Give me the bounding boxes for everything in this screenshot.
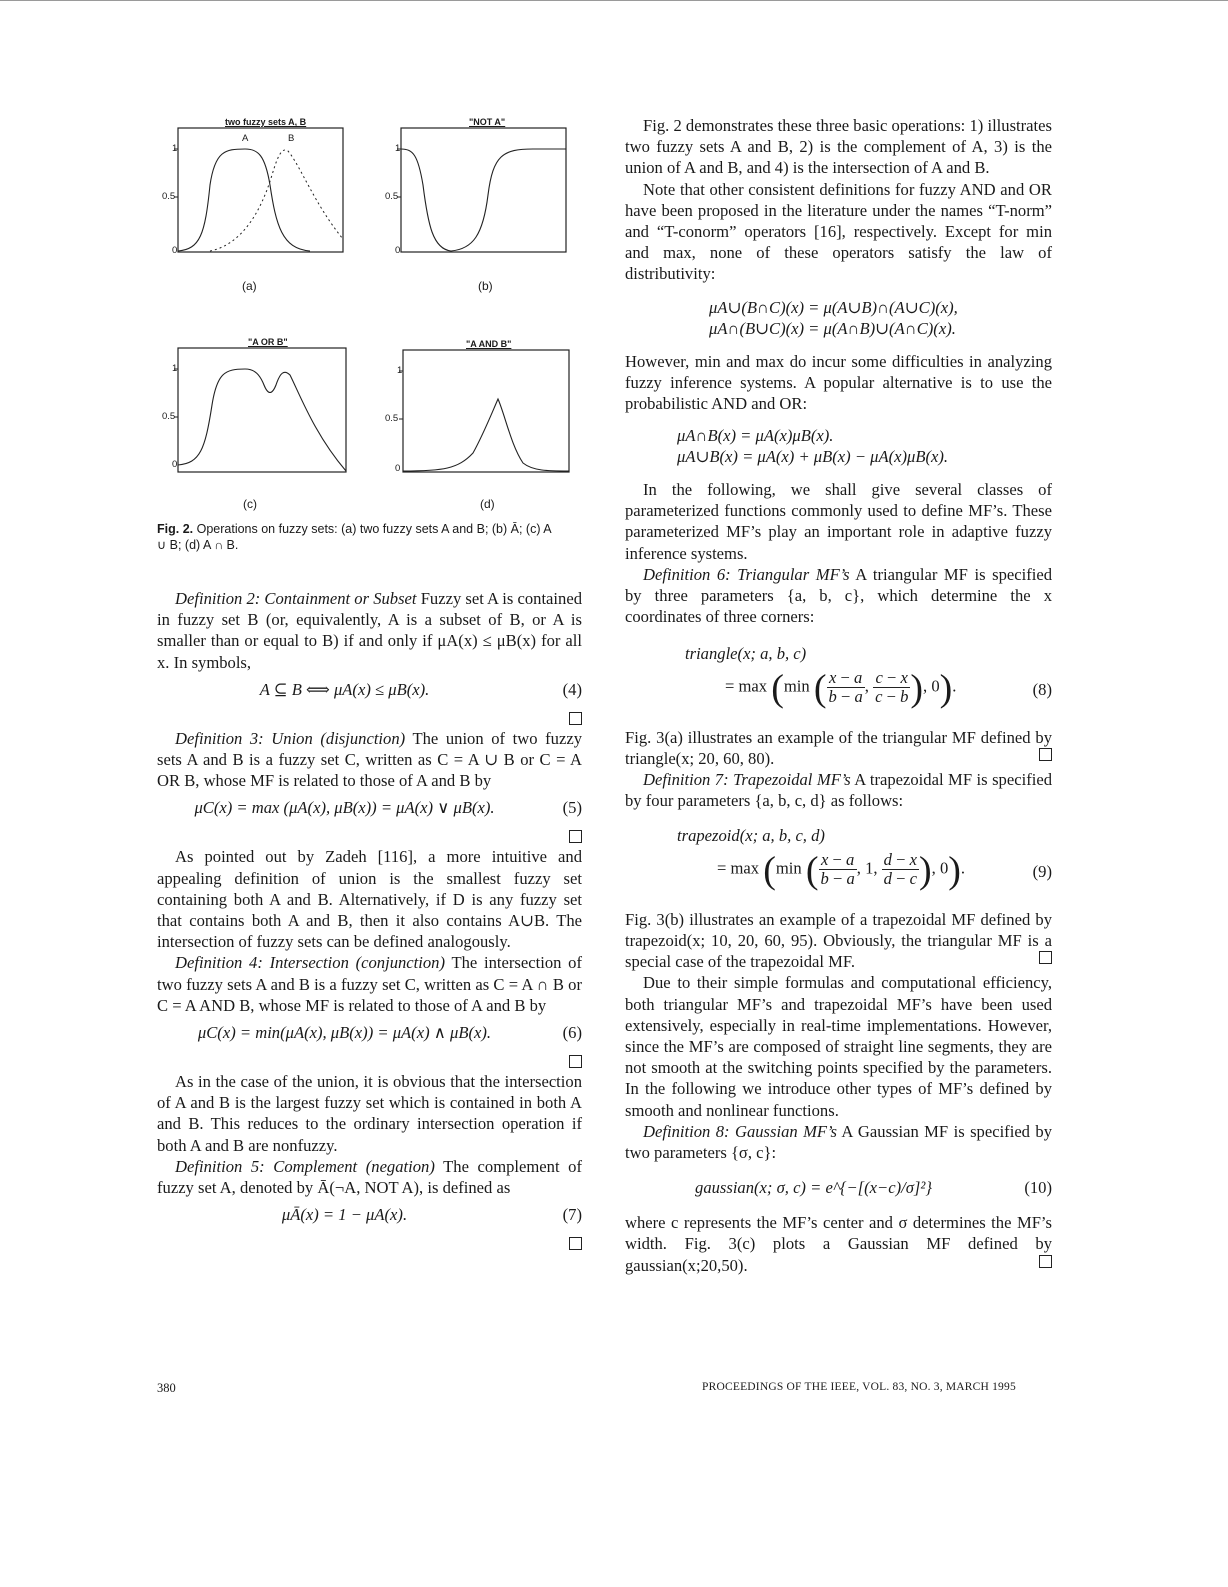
caption-text: Operations on fuzzy sets: (a) two fuzzy sets A and B; (b) Ā; (c) A ∪ B; (d) A ∩ B.: [157, 522, 551, 552]
definition-7: Definition 7: Trapezoidal MF’s A trapezoidal MF is specified by four parameters {a, b, c, d} as follows:: [625, 770, 1052, 811]
journal-footer: PROCEEDINGS OF THE IEEE, VOL. 83, NO. 3, MARCH 1995: [702, 1381, 1016, 1393]
plot-a-svg: [150, 115, 350, 295]
equation-8-head: triangle(x; a, b, c): [685, 644, 807, 664]
page-number: 380: [157, 1381, 176, 1395]
paragraph-union: As in the case of the union, it is obvious that the intersection of A and B is the largest fuzzy set which is contained in both A and B. This reduces to the ordinary intersection operation if both A and B are nonfuzzy.: [157, 1072, 582, 1155]
equation-9: = max (min ( $\frac{x - a}{b - a}$ , 1, $\frac{d - x}{d - c}$ ), 0). (9): [717, 849, 1052, 891]
paragraph-trapezoid-example: Fig. 3(b) illustrates an example of a trapezoidal MF defined by trapezoid(x; 10, 20, 60, 95). Obviously, the triangular MF is a special case of the trapezoidal MF.: [625, 909, 1052, 972]
equation-10: gaussian(x; σ, c) = e^{−[(x−c)/σ]²} (10): [695, 1178, 1052, 1198]
definition-3: Definition 3: Union (disjunction) The union of two fuzzy sets A and B is a fuzzy set C, written as C = A ∪ B or C = A OR B, whose MF is related to those of A and B by: [157, 728, 582, 791]
plot-a-ytick-1: 1: [172, 143, 178, 154]
plot-a-curve-a: A: [242, 133, 249, 144]
right-column: [625, 115, 1052, 1276]
left-column: [157, 588, 582, 1253]
plot-a-title: two fuzzy sets A, B: [225, 117, 307, 127]
plot-d-ytick-05: 0.5: [385, 413, 399, 424]
definition-4: Definition 4: Intersection (conjunction) The intersection of two fuzzy sets A and B is a fuzzy set C, written as C = A ∩ B or C = A AND B, whose MF is related to those of A and B by: [157, 953, 582, 1015]
plot-b-svg: [373, 115, 573, 295]
definition-6: Definition 6: Triangular MF’s A triangular MF is specified by three parameters {a, b, c}, which determine the x coordinates of three corners:: [625, 564, 1053, 627]
paragraph-parameterized: In the following, we shall give several classes of parameterized functions commonly used to define MF’s. These parameterized MF’s play an important role in adaptive fuzzy inference systems.: [625, 480, 1052, 563]
definition-5: Definition 5: Complement (negation) The complement of fuzzy set A, denoted by Ā(¬A, NOT A), is defined as: [157, 1156, 582, 1198]
distributivity-eq-1: μA∪(B∩C)(x) = μ(A∪B)∩(A∪C)(x),: [709, 297, 958, 317]
plot-a-label: (a): [242, 279, 257, 293]
paragraph-efficiency: Due to their simple formulas and computational efficiency, both triangular MF’s and trapezoidal MF’s have been used extensively, especially in real-time implementations. However, since the MF’s are composed of straight line segments, they are not smooth at the switching points specified by the parameters. In the following we introduce other types of MF’s defined by smooth and nonlinear functions.: [625, 973, 1052, 1120]
plot-c-ytick-1: 1: [172, 363, 178, 374]
plot-d-ytick-1: 1: [397, 365, 403, 376]
plot-d-title: "A AND B": [466, 339, 512, 349]
equation-8: = max (min ( $\frac{x - a}{b - a}$ , $\frac{c - x}{c - b}$ ), 0). (8): [725, 666, 1052, 709]
plot-d: [373, 335, 573, 515]
equation-6: μC(x) = min(μA(x), μB(x)) = μA(x) ∧ μB(x). (6): [197, 1023, 582, 1043]
plot-b-label: (b): [478, 279, 493, 293]
plot-c: [150, 335, 350, 515]
paragraph-minmax: However, min and max do incur some difficulties in analyzing fuzzy inference systems. A popular alternative is to use the probabilistic AND and OR:: [625, 352, 1052, 414]
distributivity-eq-2: μA∩(B∪C)(x) = μ(A∩B)∪(A∩C)(x).: [709, 318, 956, 338]
figure-caption: [157, 521, 557, 553]
qed-box: [1039, 1255, 1052, 1268]
plot-b-ytick-1: 1: [395, 143, 401, 154]
paragraph-zadeh: As pointed out by Zadeh [116], a more intuitive and appealing definition of union is the smallest fuzzy set containing both A and B. Alternatively, if D is any fuzzy set that contains both A and B, then it also contains A∪B. The intersection of fuzzy sets can be defined analogously.: [157, 847, 582, 952]
qed-box: [157, 824, 582, 846]
plot-a-curve-b: B: [288, 133, 295, 144]
top-rule: [0, 0, 1228, 1]
paragraph-gaussian: where c represents the MF’s center and σ determines the MF’s width. Fig. 3(c) plots a Gaussian MF defined by gaussian(x;20,50).: [625, 1213, 1052, 1275]
definition-8: Definition 8: Gaussian MF’s A Gaussian MF is specified by two parameters {σ, c}:: [625, 1121, 1053, 1162]
qed-box: [157, 706, 582, 728]
plot-c-label: (c): [243, 497, 257, 511]
equation-4: A ⊆ B ⟺ μA(x) ≤ μB(x). (4): [259, 679, 582, 699]
plot-b: [373, 115, 573, 295]
caption-label: Fig. 2.: [157, 522, 194, 536]
plot-b-title: "NOT A": [469, 117, 506, 127]
plot-d-ytick-0: 0: [395, 463, 401, 474]
equation-9-head: trapezoid(x; a, b, c, d): [677, 826, 825, 846]
qed-box: [157, 1049, 582, 1071]
plot-d-svg: [373, 335, 573, 515]
plot-a-ytick-0: 0: [172, 245, 178, 256]
equation-5: μC(x) = max (μA(x), μB(x)) = μA(x) ∨ μB(x). (5): [194, 798, 582, 818]
probabilistic-and: μA∩B(x) = μA(x)μB(x).: [677, 425, 834, 445]
plot-c-ytick-0: 0: [172, 459, 178, 470]
qed-box: [1039, 951, 1052, 964]
paragraph-fig2: Fig. 2 demonstrates these three basic operations: 1) illustrates two fuzzy sets A and B, 2) is the complement of A, 3) is the union of A and B, and 4) is the intersection of A and B.: [625, 116, 1052, 178]
plot-a-ytick-05: 0.5: [162, 191, 176, 202]
plot-a: [150, 115, 350, 295]
paragraph-triangle-example: Fig. 3(a) illustrates an example of the triangular MF defined by triangle(x; 20, 60, 80).: [625, 727, 1052, 768]
plot-b-ytick-0: 0: [395, 245, 401, 256]
plot-c-svg: [150, 335, 350, 515]
paragraph-tnorm: Note that other consistent definitions for fuzzy AND and OR have been proposed in the literature under the names “T-norm” and “T-conorm” operators [16], respectively. Except for min and max, none of these operators satisfy the law of distributivity:: [625, 179, 1052, 284]
definition-2: Definition 2: Containment or Subset Fuzzy set A is contained in fuzzy set B (or, equivalently, A is a subset of B, or A is smaller than or equal to B) if and only if μA(x) ≤ μB(x) for all x. In symbols,: [157, 589, 582, 672]
plot-b-ytick-05: 0.5: [385, 191, 399, 202]
qed-box: [157, 1231, 582, 1253]
plot-c-title: "A OR B": [248, 337, 288, 347]
equation-7: μĀ(x) = 1 − μA(x). (7): [281, 1205, 582, 1225]
qed-box: [1039, 748, 1052, 761]
plot-c-ytick-05: 0.5: [162, 411, 176, 422]
probabilistic-or: μA∪B(x) = μA(x) + μB(x) − μA(x)μB(x).: [677, 446, 949, 466]
plot-d-label: (d): [480, 497, 495, 511]
